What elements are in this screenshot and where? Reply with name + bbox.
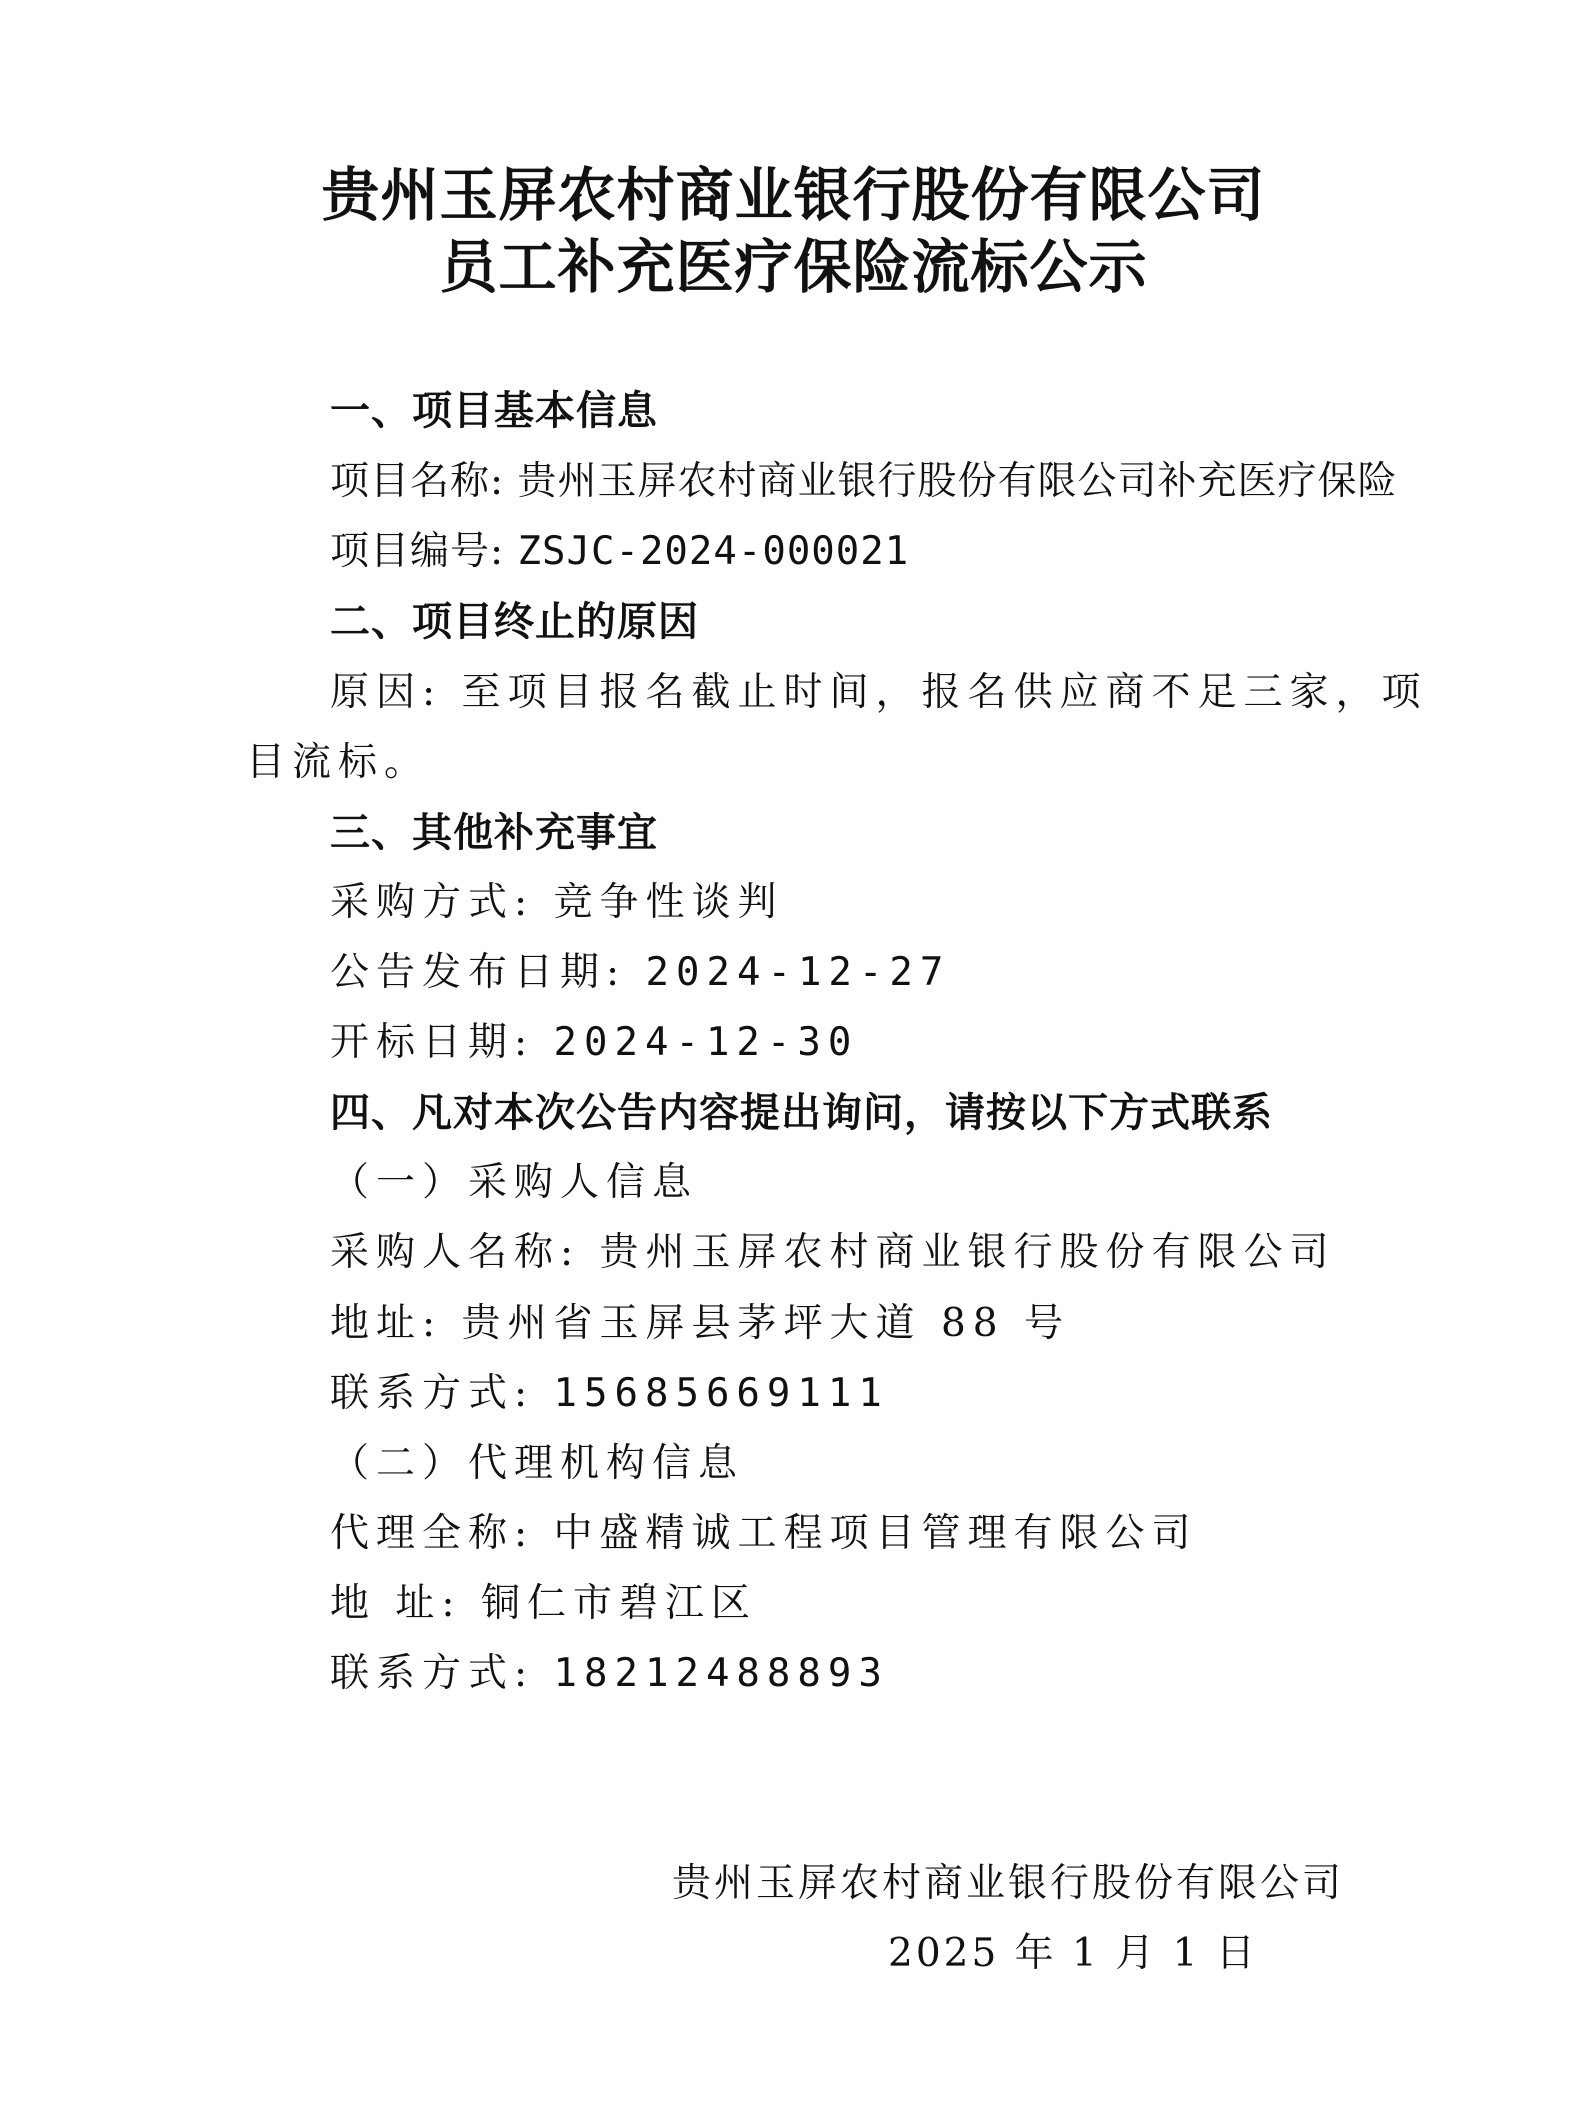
project-no-label: 项目编号:	[330, 529, 505, 574]
purchaser-contact-label: 联系方式:	[330, 1371, 535, 1416]
agency-name-value: 中盛精诚工程项目管理有限公司	[553, 1511, 1198, 1556]
purchaser-contact-value: 15685669111	[553, 1371, 889, 1416]
section4-heading: 四、凡对本次公告内容提出询问，请按以下方式联系	[330, 1090, 1273, 1136]
signature-org: 贵州玉屏农村商业银行股份有限公司	[672, 1861, 1345, 1906]
open-date-value: 2024-12-30	[553, 1020, 859, 1065]
purchaser-name-row	[330, 1228, 1336, 1278]
project-no-row	[330, 527, 909, 577]
document-title-line1: 贵州玉屏农村商业银行股份有限公司	[321, 161, 1266, 229]
agency-subheading: （二）代理机构信息	[330, 1441, 745, 1486]
procurement-method-row	[330, 878, 784, 928]
section1-heading: 一、项目基本信息	[330, 388, 658, 434]
agency-name-label: 代理全称:	[330, 1511, 535, 1556]
open-date-row	[330, 1018, 858, 1068]
agency-address-value: 铜仁市碧江区	[480, 1581, 757, 1626]
reason-line1: 原因: 至项目报名截止时间，报名供应商不足三家，项	[330, 670, 1428, 715]
purchaser-subheading: （一）采购人信息	[330, 1160, 699, 1205]
purchaser-name-value: 贵州玉屏农村商业银行股份有限公司	[599, 1230, 1336, 1275]
project-name-value: 贵州玉屏农村商业银行股份有限公司补充医疗保险	[517, 459, 1398, 504]
signature-date: 2025 年 1 月 1 日	[888, 1931, 1258, 1976]
document-title-line2: 员工补充医疗保险流标公示	[439, 233, 1148, 301]
purchaser-name-label: 采购人名称:	[330, 1230, 581, 1275]
project-name-row	[330, 457, 1398, 507]
project-no-value: ZSJC-2024-000021	[517, 529, 910, 574]
agency-contact-row	[330, 1649, 889, 1699]
agency-name-row	[330, 1509, 1198, 1559]
purchaser-contact-row	[330, 1369, 889, 1419]
purchaser-address-row	[330, 1299, 1070, 1349]
agency-contact-value: 18212488893	[553, 1651, 889, 1696]
agency-contact-label: 联系方式:	[330, 1651, 535, 1696]
publish-date-value: 2024-12-27	[645, 950, 951, 995]
agency-address-row	[330, 1579, 757, 1629]
publish-date-row	[330, 948, 950, 998]
section2-heading: 二、项目终止的原因	[330, 599, 699, 645]
purchaser-address-value: 贵州省玉屏县茅坪大道 88 号	[461, 1301, 1070, 1346]
reason-line2: 目流标。	[246, 740, 431, 785]
publish-date-label: 公告发布日期:	[330, 950, 627, 995]
project-name-label: 项目名称:	[330, 459, 505, 504]
agency-address-label: 地 址:	[330, 1581, 462, 1626]
procurement-method-label: 采购方式:	[330, 880, 535, 925]
section3-heading: 三、其他补充事宜	[330, 810, 658, 856]
open-date-label: 开标日期:	[330, 1020, 535, 1065]
procurement-method-value: 竞争性谈判	[553, 880, 784, 925]
purchaser-address-label: 地址:	[330, 1301, 443, 1346]
